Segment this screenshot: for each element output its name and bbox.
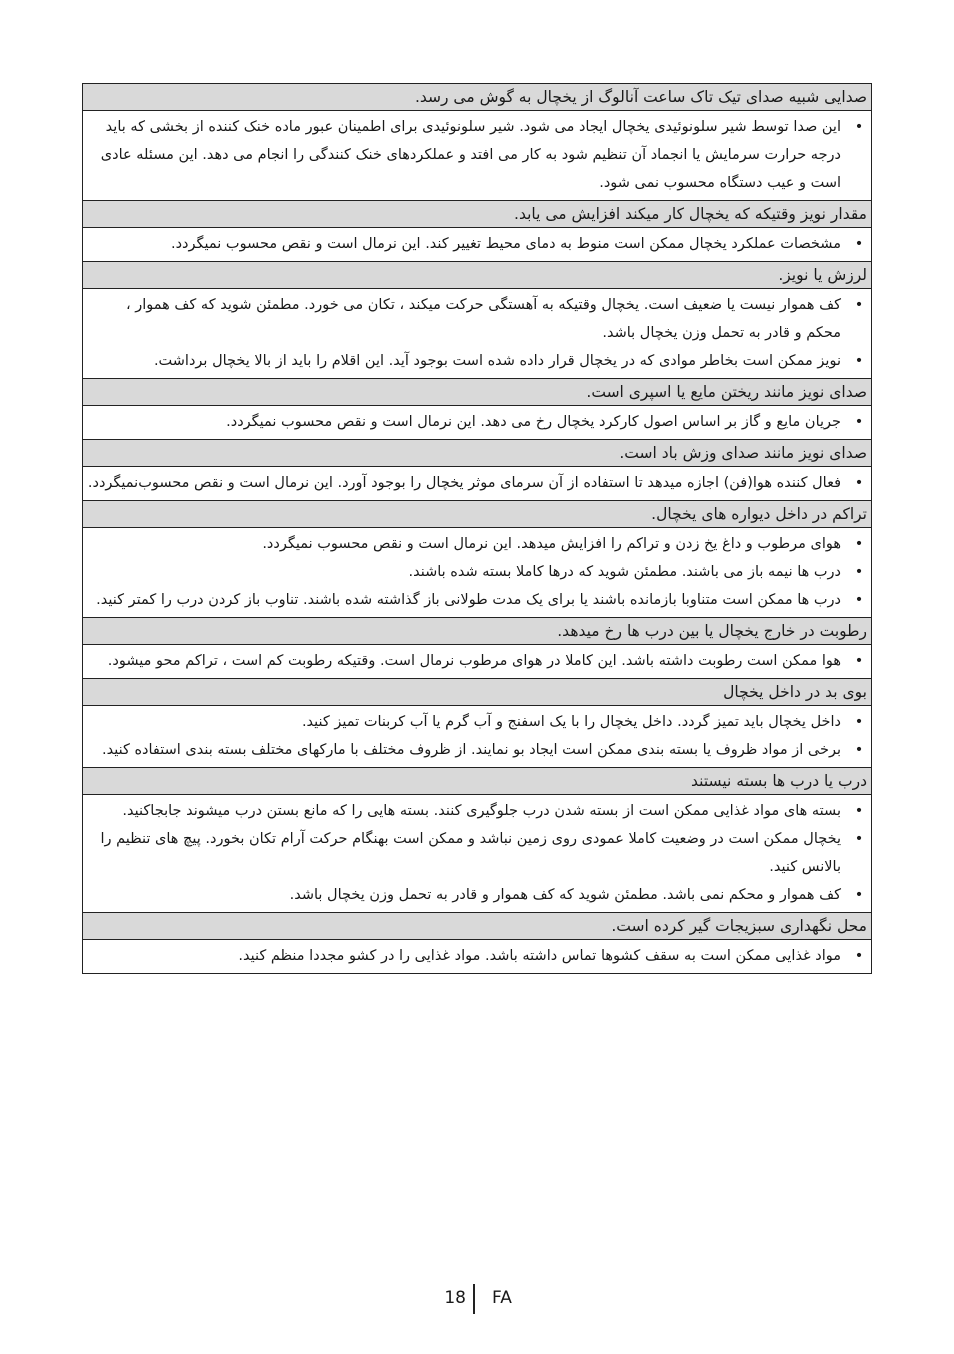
bullet-icon: • xyxy=(854,887,864,903)
section-heading: لرزش یا نویز. xyxy=(83,261,871,288)
section-body xyxy=(83,939,871,973)
list-item xyxy=(87,558,864,586)
list-item-text: فعال کننده هوا(فن) اجازه میدهد تا استفاده از آن سرمای موثر یخچال را بوجود آورد. این نرمال است و نقص محسوب‌نمیگردد. xyxy=(87,475,841,491)
list-item-text: برخی از مواد ظروف یا بسته بندی ممکن است ایجاد بو نمایند. از ظروف مختلف با مارکهای مختلف بسته بندی استفاده کنید. xyxy=(101,742,841,758)
section-body xyxy=(83,794,871,912)
section-heading: درب یا درب ها بسته نیستند xyxy=(83,767,871,794)
list-item xyxy=(87,113,864,197)
list-item-text: داخل یخچال باید تمیز گردد. داخل یخچال را با یک اسفنج و آب گرم یا آب کربنات تمیز کنید. xyxy=(301,714,841,730)
list-item-text: مواد غذایی ممکن است به سقف کشوها تماس داشته باشد. مواد غذایی را در کشو مجددا منظم کنید. xyxy=(238,948,841,964)
list-item xyxy=(87,291,864,347)
list-item-text: این صدا توسط شیر سلونوئیدی یخچال ایجاد می شود. شیر سلونوئیدی برای اطمینان عبور ماده خنک کننده از بخشی که باید درجه حرارت سرمایش یا انجماد آن تنظیم شود به کار می افتد و عملکردهای خنک کنندگی را انجام می دهد. این مسئله عادی است و عیب دستگاه محسوب نمی شود. xyxy=(100,119,841,191)
list-item-text: هوای مرطوب و داغ یخ زدن و تراکم را افزایش میدهد. این نرمال است و نقص محسوب نمیگردد. xyxy=(262,536,841,552)
list-item-text: درب ها ممکن است متناوبا بازمانده باشند یا برای یک مدت طولانی باز گذاشته شده باشند. تناوب باز کردن درب را کمتر کنید. xyxy=(96,592,841,608)
bullet-icon: • xyxy=(854,475,864,491)
section-heading: صدایی شبیه صدای تیک تاک ساعت آنالوگ از یخچال به گوش می رسد. xyxy=(83,84,871,110)
section-body xyxy=(83,227,871,261)
bullet-icon: • xyxy=(854,119,864,135)
bullet-icon: • xyxy=(854,236,864,252)
section-heading: محل نگهداری سبزیجات گیر کرده است. xyxy=(83,912,871,939)
section-heading: تراکم در داخل دیواره های یخچال. xyxy=(83,500,871,527)
page-footer xyxy=(0,1284,954,1316)
language-code: FA xyxy=(492,1288,512,1308)
section-body xyxy=(83,644,871,678)
list-item-text: کف هموار نیست یا ضعیف است. یخچال وقتیکه به آهستگی حرکت میکند ، تکان می خورد. مطمئن شوید که کف هموار ، محکم و قادر به تحمل وزن یخچال باشد. xyxy=(125,297,841,341)
bullet-icon: • xyxy=(854,536,864,552)
list-item xyxy=(87,825,864,881)
bullet-icon: • xyxy=(854,564,864,580)
list-item-text: یخچال ممکن است در وضعیت کاملا عمودی روی زمین نباشد و ممکن است بهنگام حرکت آرام تکان بخورد. پیچ های تنظیم را بالانس کنید. xyxy=(100,831,841,875)
section-body xyxy=(83,705,871,767)
troubleshooting-table xyxy=(82,83,872,974)
list-item xyxy=(87,736,864,764)
list-item xyxy=(87,881,864,909)
list-item-text: جریان مایع و گاز بر اساس اصول کارکرد یخچال رخ می دهد. این نرمال است و نقص محسوب نمیگردد. xyxy=(226,414,841,430)
section-heading: صدای نویز مانند ریختن مایع یا اسپری است. xyxy=(83,378,871,405)
bullet-icon: • xyxy=(854,803,864,819)
list-item xyxy=(87,708,864,736)
bullet-icon: • xyxy=(854,653,864,669)
section-heading: صدای نویز مانند صدای وزش باد است. xyxy=(83,439,871,466)
section-heading: رطوبت در خارج یخچال یا بین درب ها رخ میدهد. xyxy=(83,617,871,644)
section-body xyxy=(83,527,871,617)
list-item xyxy=(87,942,864,970)
list-item xyxy=(87,586,864,614)
section-heading: مقدار نویز وقتیکه که یخچال کار میکند افزایش می یابد. xyxy=(83,200,871,227)
list-item-text: مشخصات عملکرد یخچال ممکن است منوط به دمای محیط تغییر کند. این نرمال است و نقص محسوب نمیگردد. xyxy=(170,236,841,252)
bullet-icon: • xyxy=(854,831,864,847)
bullet-icon: • xyxy=(854,742,864,758)
list-item xyxy=(87,647,864,675)
bullet-icon: • xyxy=(854,353,864,369)
list-item xyxy=(87,230,864,258)
list-item-text: درب ها نیمه باز می باشند. مطمئن شوید که درها کاملا بسته شده باشند. xyxy=(408,564,841,580)
bullet-icon: • xyxy=(854,714,864,730)
list-item-text: هوا ممکن است رطوبت داشته باشد. این کاملا در هوای مرطوب نرمال است. وقتیکه رطوبت کم است ، تراکم محو میشود. xyxy=(107,653,841,669)
list-item xyxy=(87,408,864,436)
bullet-icon: • xyxy=(854,414,864,430)
section-body xyxy=(83,288,871,378)
list-item xyxy=(87,469,864,497)
section-body xyxy=(83,110,871,200)
bullet-icon: • xyxy=(854,297,864,313)
list-item-text: نویز ممکن است بخاطر موادی که در یخچال قرار داده شده است بوجود آید. این اقلام را باید از بالا یخچال برداشت. xyxy=(153,353,841,369)
section-heading: بوی بد در داخل یخچال xyxy=(83,678,871,705)
list-item-text: کف هموار و محکم نمی باشد. مطمئن شوید که کف هموار و قادر به تحمل وزن یخچال باشد. xyxy=(289,887,841,903)
page-number: 18 xyxy=(444,1288,466,1308)
list-item-text: بسته های مواد غذایی ممکن است از بسته شدن درب جلوگیری کنند. بسته هایی را که مانع بستن درب میشوند جابجاکنید. xyxy=(122,803,841,819)
footer-separator xyxy=(473,1284,475,1314)
list-item xyxy=(87,797,864,825)
section-body xyxy=(83,405,871,439)
bullet-icon: • xyxy=(854,948,864,964)
list-item xyxy=(87,530,864,558)
list-item xyxy=(87,347,864,375)
bullet-icon: • xyxy=(854,592,864,608)
section-body xyxy=(83,466,871,500)
